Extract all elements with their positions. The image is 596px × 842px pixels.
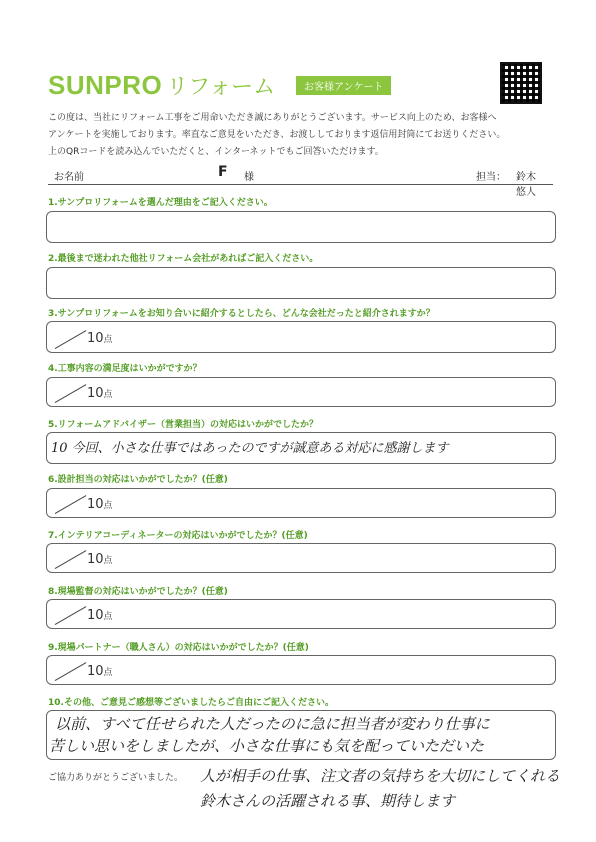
- answer-box-7: [46, 543, 556, 573]
- answer-box-3: [46, 321, 556, 353]
- intro-line-1: この度は、当社にリフォーム工事をご用命いただき誠にありがとうございます。サービス向上のため、お客様へ: [48, 113, 497, 123]
- tantou-name: 鈴木 悠人: [516, 172, 546, 198]
- answer-box-8: [46, 599, 556, 629]
- handwritten-slash: [55, 606, 87, 625]
- score-7: 10点: [87, 552, 113, 567]
- score-6: 10点: [87, 497, 113, 512]
- intro-text: [48, 110, 568, 161]
- handwritten-answer-5: 10 今回、小さな仕事ではあったのですが誠意ある対応に感謝します: [51, 441, 449, 456]
- answer-box-1: [46, 211, 556, 243]
- qr-code-icon: [500, 62, 542, 104]
- brand-reform: リフォーム: [166, 74, 276, 99]
- score-3: 10点: [87, 331, 113, 346]
- handwritten-slash: [55, 330, 87, 349]
- answer-box-2: [46, 267, 556, 299]
- tantou-label: 担当：: [476, 172, 506, 183]
- customer-name: F: [218, 164, 228, 180]
- survey-badge: お客様アンケート: [296, 76, 391, 95]
- score-4: 10点: [87, 386, 113, 401]
- handwritten-answer-10-line-3: 人が相手の仕事、注文者の気持ちを大切にしてくれる: [200, 767, 561, 785]
- answer-box-9: [46, 655, 556, 685]
- thanks-note: ご協力ありがとうございました。: [48, 773, 184, 783]
- question-2: 2.最後まで迷われた他社リフォーム会社があればご記入ください。: [48, 254, 319, 264]
- brand-logo: [48, 70, 275, 101]
- handwritten-slash: [55, 662, 87, 681]
- question-7: 7.インテリアコーディネーターの対応はいかがでしたか？(任意): [48, 531, 308, 541]
- handwritten-slash: [55, 495, 87, 514]
- question-10: 10.その他、ご意見ご感想等ございましたらご自由にご記入ください。: [48, 698, 334, 708]
- question-6: 6.設計担当の対応はいかがでしたか？(任意): [48, 475, 228, 485]
- answer-box-6: [46, 488, 556, 518]
- handwritten-answer-10-line-1: 以前、すべて任せられた人だったのに急に担当者が変わり仕事に: [55, 715, 490, 733]
- customer-row: [48, 164, 553, 198]
- handwritten-slash: [55, 384, 87, 403]
- answer-box-5: [46, 432, 556, 464]
- question-1: 1.サンプロリフォームを選んだ理由をご記入ください。: [48, 198, 273, 208]
- answer-box-10: [46, 710, 556, 760]
- question-3: 3.サンプロリフォームをお知り合いに紹介するとしたら、どんな会社だったと紹介されますか？: [48, 309, 435, 319]
- answer-box-4: [46, 377, 556, 407]
- score-9: 10点: [87, 664, 113, 679]
- question-5: 5.リフォームアドバイザー（営業担当）の対応はいかがでしたか？: [48, 420, 319, 430]
- handwritten-slash: [55, 550, 87, 569]
- question-8: 8.現場監督の対応はいかがでしたか？(任意): [48, 587, 228, 597]
- intro-line-2: アンケートを実施しております。率直なご意見をいただき、お渡ししております返信用封筒にてお送りください。: [48, 130, 506, 140]
- honorific: 様: [244, 172, 254, 183]
- brand-name: SUNPRO: [48, 70, 163, 100]
- name-label: お名前: [54, 172, 84, 183]
- intro-line-3: 上のQRコードを読み込んでいただくと、インターネットでもご回答いただけます。: [48, 147, 384, 157]
- handwritten-answer-10-line-2: 苦しい思いをしましたが、小さな仕事にも気を配っていただいた: [49, 737, 485, 755]
- handwritten-answer-10-line-4: 鈴木さんの活躍される事、期待します: [200, 792, 456, 810]
- question-9: 9.現場パートナー（職人さん）の対応はいかがでしたか？(任意): [48, 643, 309, 653]
- score-8: 10点: [87, 608, 113, 623]
- question-4: 4.工事内容の満足度はいかがですか？: [48, 364, 202, 374]
